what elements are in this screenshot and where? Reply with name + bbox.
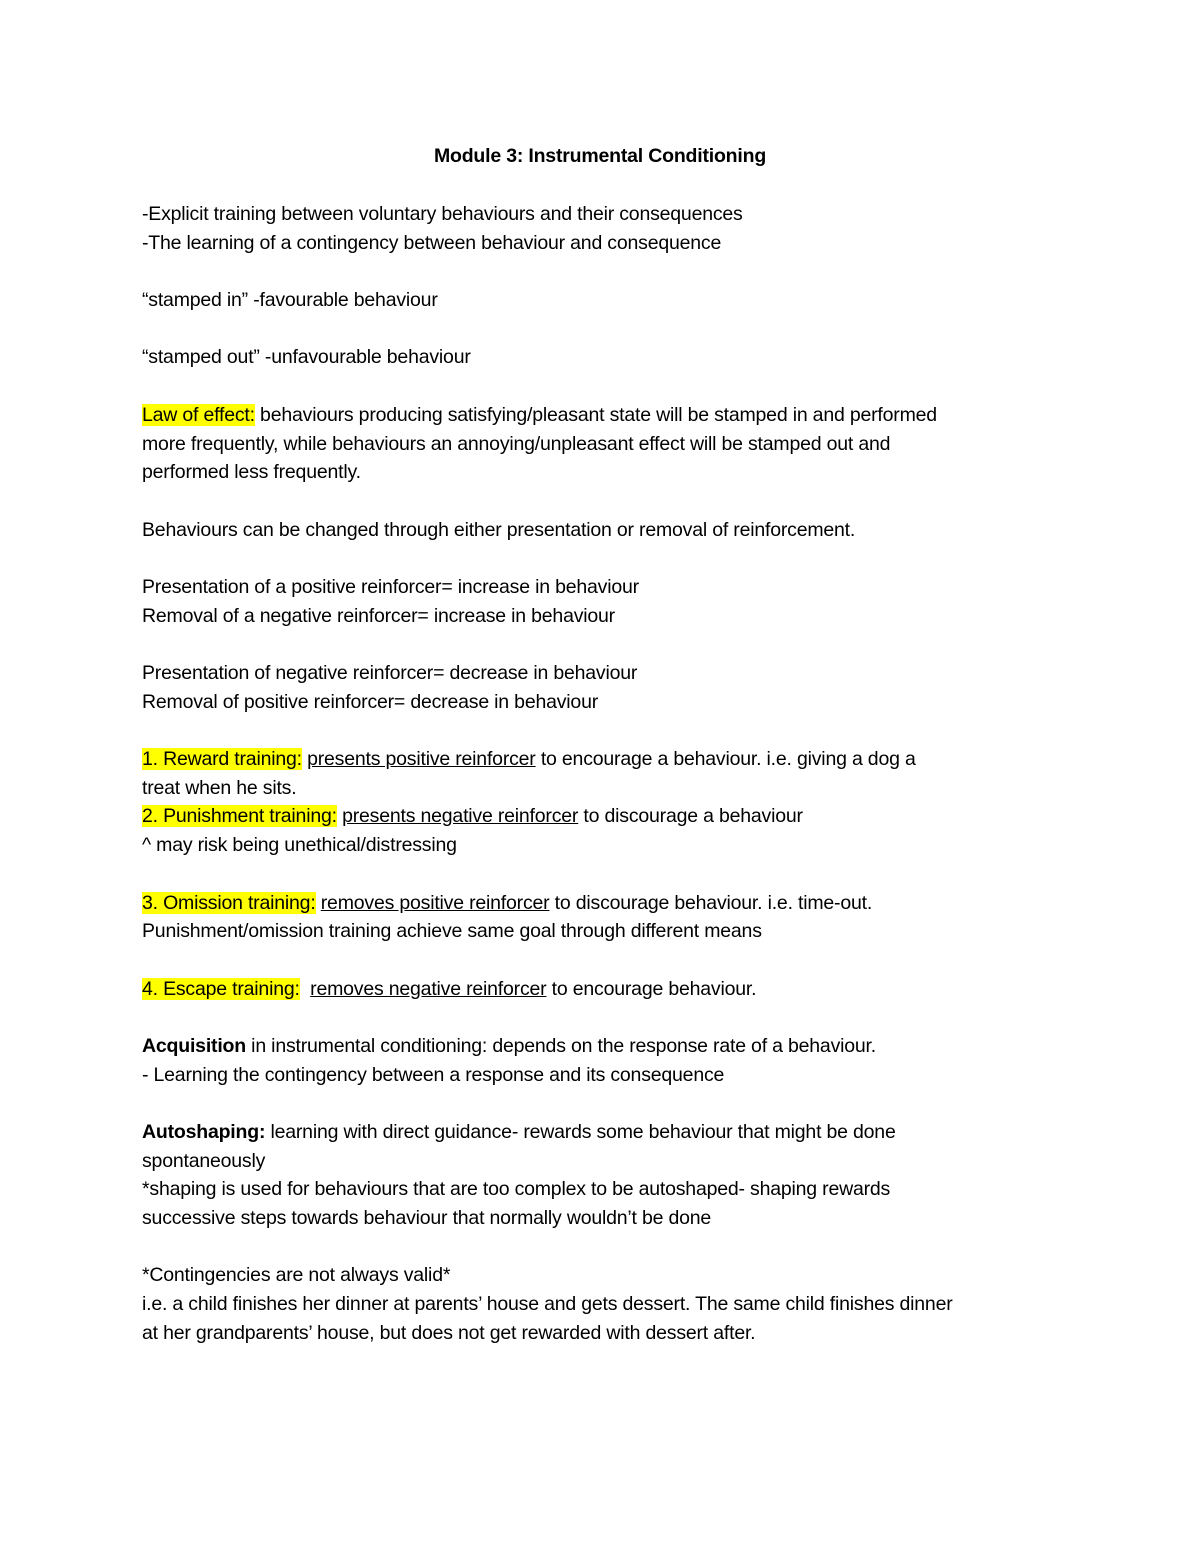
law-of-effect-line-1 [142, 401, 1062, 430]
reward-training-label: 1. Reward training: [142, 748, 302, 771]
autoshaping-line-4: successive steps towards behaviour that normally wouldn’t be done [142, 1207, 712, 1230]
increase-line-2: Removal of a negative reinforcer= increase in behaviour [142, 604, 615, 627]
autoshaping-line-2: spontaneously [142, 1149, 266, 1172]
reward-training-line-2: treat when he sits. [142, 776, 297, 799]
punishment-training-text: to discourage a behaviour [578, 805, 803, 828]
autoshaping-line-3: *shaping is used for behaviours that are too complex to be autoshaped- shaping rewards [142, 1178, 891, 1201]
autoshaping-text: learning with direct guidance- rewards some behaviour that might be done [265, 1121, 896, 1143]
autoshaping-line [142, 1118, 1062, 1147]
omission-training-text: to discourage behaviour. i.e. time-out. [549, 891, 873, 914]
law-of-effect-label: Law of effect: [142, 403, 255, 426]
decrease-line-1: Presentation of negative reinforcer= decrease in behaviour [142, 662, 638, 684]
omission-training-underlined: removes positive reinforcer [320, 891, 550, 914]
escape-training-text: to encourage behaviour. [546, 977, 757, 1000]
escape-training-label: 4. Escape training: [142, 977, 300, 1000]
omission-training-label: 3. Omission training: [142, 891, 316, 914]
law-of-effect-text: behaviours producing satisfying/pleasant state will be stamped in and performed [254, 403, 937, 426]
change-statement: Behaviours can be changed through either presentation or removal of reinforcement. [142, 518, 856, 541]
autoshaping-label: Autoshaping: [142, 1121, 266, 1143]
intro-line-1: -Explicit training between voluntary behaviours and their consequences [142, 203, 743, 225]
punishment-note: ^ may risk being unethical/distressing [142, 834, 457, 857]
intro-line-2: -The learning of a contingency between behaviour and consequence [142, 231, 722, 254]
reward-training-text: to encourage a behaviour. i.e. giving a dog a [535, 748, 916, 771]
document-body [142, 200, 1062, 1348]
contingencies-line-2: i.e. a child finishes her dinner at parents’ house and gets dessert. The same child finishes dinner [142, 1293, 953, 1316]
acquisition-line-2: - Learning the contingency between a response and its consequence [142, 1063, 725, 1086]
page-title: Module 3: Instrumental Conditioning [433, 145, 767, 167]
escape-training-underlined: removes negative reinforcer [310, 977, 547, 1000]
decrease-line-2: Removal of positive reinforcer= decrease in behaviour [142, 690, 599, 713]
increase-line-1: Presentation of a positive reinforcer= increase in behaviour [142, 575, 639, 598]
contingencies-line-3: at her grandparents’ house, but does not get rewarded with dessert after. [142, 1321, 756, 1344]
contingencies-line-1: *Contingencies are not always valid* [142, 1264, 451, 1287]
punishment-training-line [142, 802, 1062, 831]
escape-training-line [142, 975, 1062, 1004]
reward-training-line [142, 745, 1062, 774]
omission-training-line [142, 889, 1062, 918]
reward-training-underlined: presents positive reinforcer [307, 748, 536, 771]
stamped-out-line: “stamped out” -unfavourable behaviour [142, 346, 471, 369]
acquisition-line [142, 1032, 1062, 1061]
acquisition-text: in instrumental conditioning: depends on the response rate of a behaviour. [245, 1034, 876, 1057]
law-of-effect-line-3: performed less frequently. [142, 461, 361, 484]
law-of-effect-line-2: more frequently, while behaviours an annoying/unpleasant effect will be stamped out and [142, 432, 891, 455]
stamped-in-line: “stamped in” -favourable behaviour [142, 289, 438, 312]
punishment-training-underlined: presents negative reinforcer [342, 805, 579, 828]
punishment-training-label: 2. Punishment training: [142, 805, 337, 828]
omission-note: Punishment/omission training achieve same goal through different means [142, 920, 762, 943]
acquisition-label: Acquisition [142, 1034, 246, 1057]
